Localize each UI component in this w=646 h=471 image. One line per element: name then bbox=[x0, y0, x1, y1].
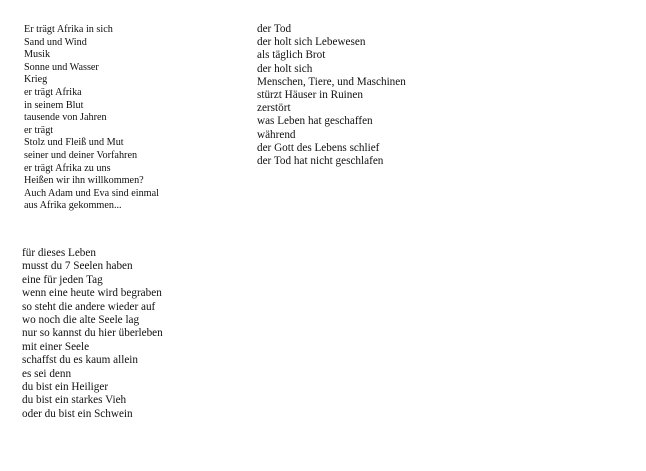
poem-line: Auch Adam und Eva sind einmal bbox=[24, 187, 159, 199]
poem-line: tausende von Jahren bbox=[24, 112, 107, 124]
poem-line: der Gott des Lebens schlief bbox=[257, 141, 380, 154]
poem-line: oder du bist ein Schwein bbox=[22, 407, 133, 420]
poem-line: der Tod bbox=[257, 23, 292, 35]
poem-line: mit einer Seele bbox=[22, 340, 90, 353]
poem-line: für dieses Leben bbox=[22, 247, 96, 259]
poem-line: Musik bbox=[24, 49, 51, 61]
poem-line: stürzt Häuser in Ruinen bbox=[257, 89, 363, 102]
poem-line: Er trägt Afrika in sich bbox=[24, 24, 113, 35]
poem-line: schaffst du es kaum allein bbox=[22, 354, 138, 367]
poem-line: aus Afrika gekommen... bbox=[24, 200, 122, 212]
poem-line: der holt sich bbox=[257, 62, 313, 75]
poem-line: eine für jeden Tag bbox=[22, 273, 103, 286]
poem-line: in seinem Blut bbox=[24, 99, 84, 111]
poem-line: seiner und deiner Vorfahren bbox=[24, 149, 138, 161]
poem-line: er trägt bbox=[24, 124, 54, 136]
poem-line: Sonne und Wasser bbox=[24, 61, 99, 73]
poem-line: zerstört bbox=[257, 102, 291, 115]
poem-line: was Leben hat geschaffen bbox=[257, 115, 373, 128]
poem-line: Krieg bbox=[24, 74, 48, 86]
poem-tod bbox=[257, 23, 406, 168]
poem-line: wenn eine heute wird begraben bbox=[22, 287, 162, 300]
poem-line: musst du 7 Seelen haben bbox=[22, 260, 133, 273]
poem-line: es sei denn bbox=[22, 367, 72, 380]
poem-line: Heißen wir ihn willkommen? bbox=[24, 175, 144, 187]
poem-seelen bbox=[22, 247, 163, 421]
poem-line: wo noch die alte Seele lag bbox=[22, 314, 140, 327]
poem-line: nur so kannst du hier überleben bbox=[22, 327, 163, 340]
poem-line: Menschen, Tiere, und Maschinen bbox=[257, 75, 406, 88]
poem-line: der Tod hat nicht geschlafen bbox=[257, 155, 384, 168]
poem-line: so steht die andere wieder auf bbox=[22, 300, 156, 313]
poem-line: Stolz und Fleiß und Mut bbox=[24, 137, 124, 149]
poem-africa bbox=[24, 24, 159, 213]
poem-line: als täglich Brot bbox=[257, 49, 326, 62]
poem-line: während bbox=[257, 128, 296, 141]
poem-line: er trägt Afrika zu uns bbox=[24, 162, 111, 174]
poem-line: du bist ein Heiliger bbox=[22, 381, 109, 394]
poem-line: der holt sich Lebewesen bbox=[257, 36, 366, 49]
poem-line: du bist ein starkes Vieh bbox=[22, 394, 127, 407]
poem-line: Sand und Wind bbox=[24, 36, 87, 48]
poem-line: er trägt Afrika bbox=[24, 86, 82, 98]
